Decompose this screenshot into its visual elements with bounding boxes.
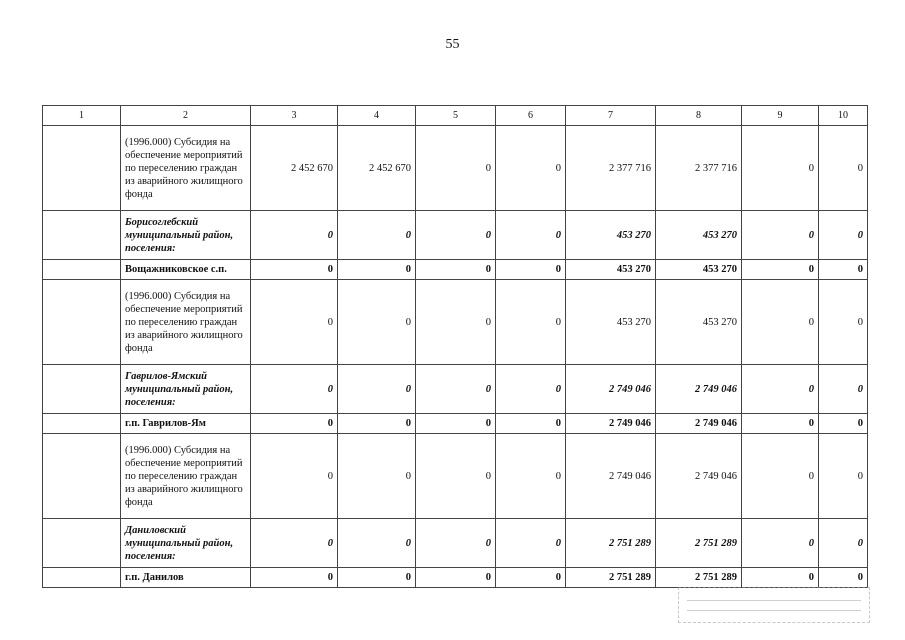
row-label: г.п. Гаврилов-Ям [121, 414, 251, 434]
value-cell-col-4: 0 [338, 260, 416, 280]
value-cell-col-9: 0 [742, 211, 819, 260]
column-number-10: 10 [819, 106, 868, 126]
value-cell-col-6: 0 [496, 414, 566, 434]
table-header-row [43, 106, 868, 126]
row-label: Даниловский муниципальный район, поселения: [121, 519, 251, 568]
value-cell-col-3: 2 452 670 [251, 126, 338, 211]
value-cell-col-10: 0 [819, 568, 868, 588]
row-code-cell [43, 568, 121, 588]
row-code-cell [43, 365, 121, 414]
value-cell-col-4: 0 [338, 519, 416, 568]
column-number-9: 9 [742, 106, 819, 126]
value-cell-col-9: 0 [742, 365, 819, 414]
value-cell-col-8: 453 270 [656, 211, 742, 260]
value-cell-col-7: 453 270 [566, 280, 656, 365]
value-cell-col-9: 0 [742, 414, 819, 434]
value-cell-col-6: 0 [496, 365, 566, 414]
column-number-2: 2 [121, 106, 251, 126]
column-number-6: 6 [496, 106, 566, 126]
value-cell-col-9: 0 [742, 519, 819, 568]
row-code-cell [43, 280, 121, 365]
budget-table [42, 105, 868, 588]
subsidy-row [43, 434, 868, 519]
value-cell-col-4: 2 452 670 [338, 126, 416, 211]
value-cell-col-5: 0 [416, 568, 496, 588]
value-cell-col-3: 0 [251, 280, 338, 365]
value-cell-col-9: 0 [742, 260, 819, 280]
value-cell-col-8: 2 751 289 [656, 568, 742, 588]
value-cell-col-9: 0 [742, 434, 819, 519]
value-cell-col-4: 0 [338, 211, 416, 260]
value-cell-col-6: 0 [496, 126, 566, 211]
value-cell-col-10: 0 [819, 211, 868, 260]
value-cell-col-7: 2 377 716 [566, 126, 656, 211]
value-cell-col-6: 0 [496, 280, 566, 365]
value-cell-col-6: 0 [496, 568, 566, 588]
value-cell-col-8: 2 751 289 [656, 519, 742, 568]
row-label: Вощажниковское с.п. [121, 260, 251, 280]
row-label: (1996.000) Субсидия на обеспечение мероприятий по переселению граждан из аварийного жилищного фонда [121, 126, 251, 211]
row-code-cell [43, 126, 121, 211]
value-cell-col-6: 0 [496, 211, 566, 260]
value-cell-col-5: 0 [416, 434, 496, 519]
value-cell-col-10: 0 [819, 280, 868, 365]
value-cell-col-5: 0 [416, 211, 496, 260]
value-cell-col-10: 0 [819, 414, 868, 434]
row-code-cell [43, 260, 121, 280]
column-number-5: 5 [416, 106, 496, 126]
column-number-4: 4 [338, 106, 416, 126]
row-label: г.п. Данилов [121, 568, 251, 588]
value-cell-col-5: 0 [416, 126, 496, 211]
settlement-row [43, 414, 868, 434]
value-cell-col-3: 0 [251, 568, 338, 588]
value-cell-col-5: 0 [416, 280, 496, 365]
column-number-3: 3 [251, 106, 338, 126]
stamp-mark [678, 587, 870, 623]
value-cell-col-9: 0 [742, 280, 819, 365]
value-cell-col-3: 0 [251, 414, 338, 434]
value-cell-col-4: 0 [338, 434, 416, 519]
value-cell-col-9: 0 [742, 568, 819, 588]
settlement-row [43, 260, 868, 280]
value-cell-col-3: 0 [251, 260, 338, 280]
value-cell-col-8: 2 749 046 [656, 434, 742, 519]
value-cell-col-3: 0 [251, 211, 338, 260]
value-cell-col-10: 0 [819, 365, 868, 414]
value-cell-col-10: 0 [819, 519, 868, 568]
value-cell-col-7: 2 751 289 [566, 519, 656, 568]
value-cell-col-3: 0 [251, 434, 338, 519]
row-code-cell [43, 519, 121, 568]
value-cell-col-8: 2 377 716 [656, 126, 742, 211]
row-label: (1996.000) Субсидия на обеспечение мероприятий по переселению граждан из аварийного жилищного фонда [121, 280, 251, 365]
column-number-7: 7 [566, 106, 656, 126]
value-cell-col-10: 0 [819, 260, 868, 280]
value-cell-col-4: 0 [338, 414, 416, 434]
value-cell-col-6: 0 [496, 260, 566, 280]
value-cell-col-9: 0 [742, 126, 819, 211]
value-cell-col-7: 2 749 046 [566, 414, 656, 434]
row-label: (1996.000) Субсидия на обеспечение мероприятий по переселению граждан из аварийного жилищного фонда [121, 434, 251, 519]
subsidy-row [43, 126, 868, 211]
value-cell-col-4: 0 [338, 365, 416, 414]
value-cell-col-5: 0 [416, 365, 496, 414]
value-cell-col-8: 2 749 046 [656, 414, 742, 434]
subsidy-row [43, 280, 868, 365]
column-number-1: 1 [43, 106, 121, 126]
value-cell-col-5: 0 [416, 519, 496, 568]
value-cell-col-8: 453 270 [656, 260, 742, 280]
row-label: Гаврилов-Ямский муниципальный район, поселения: [121, 365, 251, 414]
value-cell-col-4: 0 [338, 280, 416, 365]
value-cell-col-7: 453 270 [566, 260, 656, 280]
column-number-8: 8 [656, 106, 742, 126]
value-cell-col-5: 0 [416, 414, 496, 434]
value-cell-col-8: 453 270 [656, 280, 742, 365]
value-cell-col-6: 0 [496, 519, 566, 568]
value-cell-col-3: 0 [251, 519, 338, 568]
value-cell-col-10: 0 [819, 434, 868, 519]
value-cell-col-5: 0 [416, 260, 496, 280]
value-cell-col-4: 0 [338, 568, 416, 588]
table-body [43, 106, 868, 588]
value-cell-col-7: 2 749 046 [566, 365, 656, 414]
value-cell-col-7: 2 751 289 [566, 568, 656, 588]
value-cell-col-7: 453 270 [566, 211, 656, 260]
value-cell-col-6: 0 [496, 434, 566, 519]
page-number: 55 [445, 37, 460, 52]
value-cell-col-3: 0 [251, 365, 338, 414]
row-label: Борисоглебский муниципальный район, поселения: [121, 211, 251, 260]
settlement-row [43, 568, 868, 588]
row-code-cell [43, 414, 121, 434]
value-cell-col-10: 0 [819, 126, 868, 211]
district-row [43, 365, 868, 414]
row-code-cell [43, 211, 121, 260]
value-cell-col-8: 2 749 046 [656, 365, 742, 414]
value-cell-col-7: 2 749 046 [566, 434, 656, 519]
district-row [43, 519, 868, 568]
row-code-cell [43, 434, 121, 519]
district-row [43, 211, 868, 260]
